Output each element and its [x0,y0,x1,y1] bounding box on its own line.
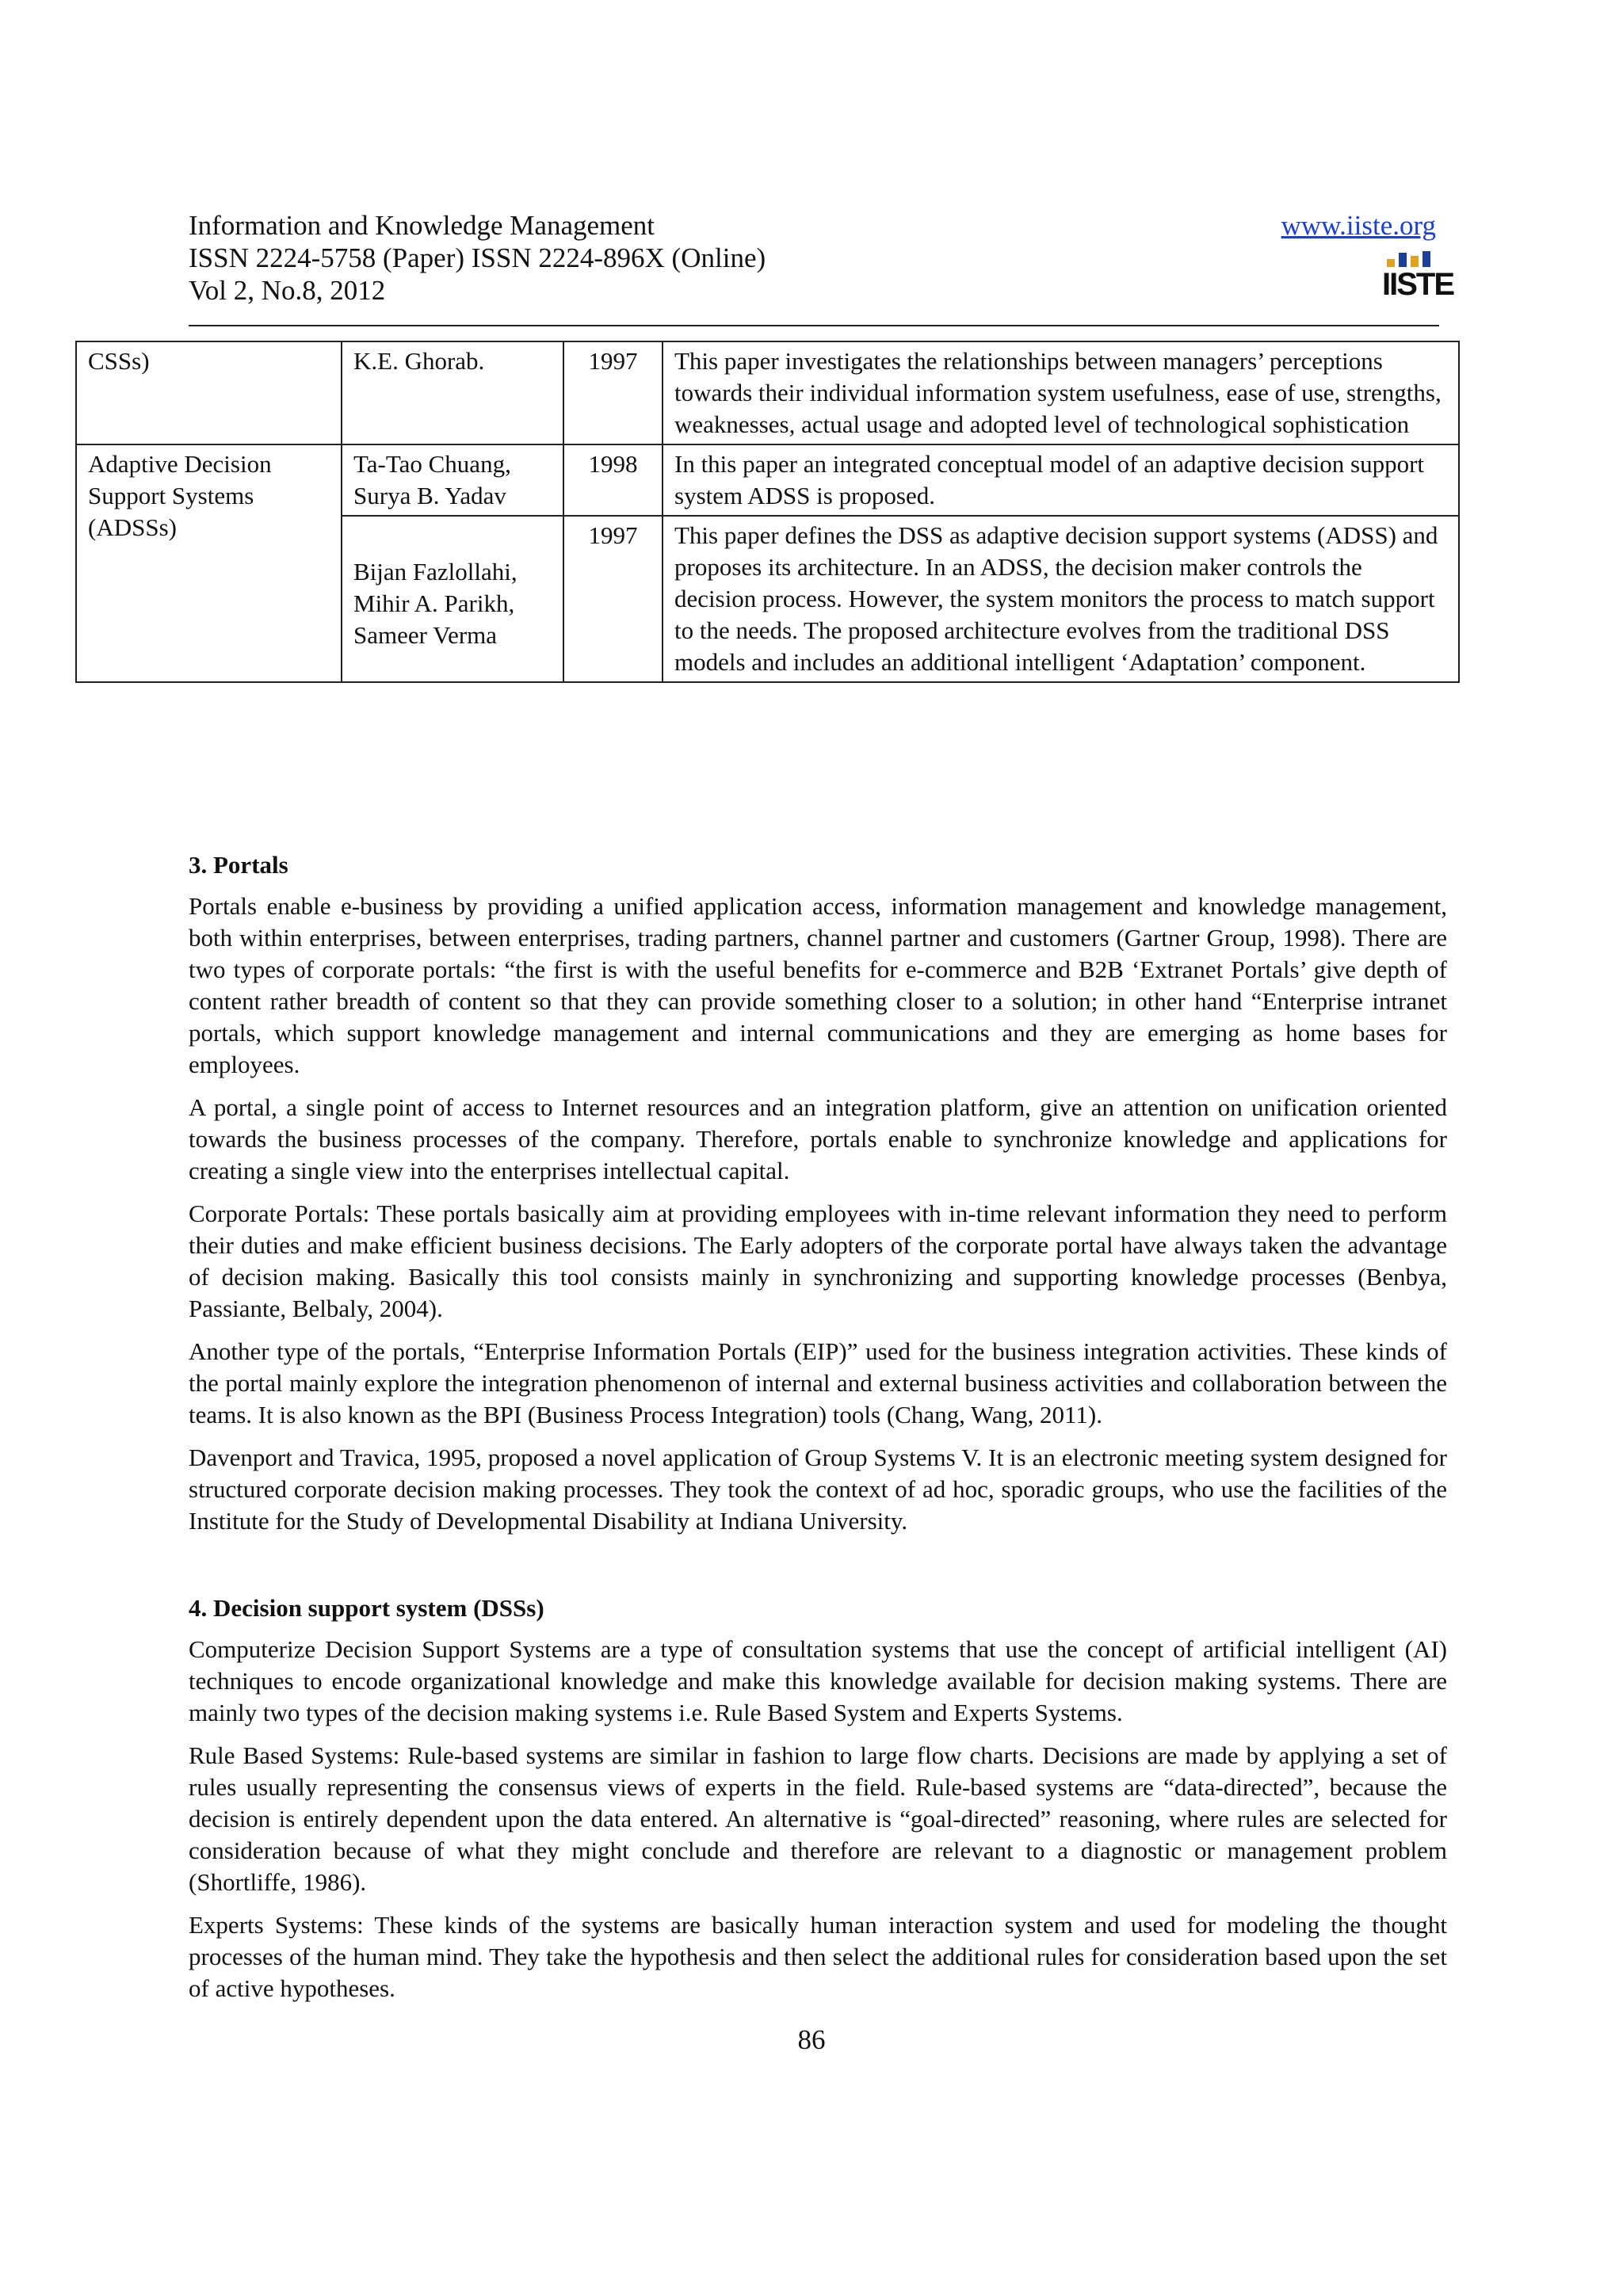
literature-table [75,341,1460,683]
journal-url-link[interactable]: www.iiste.org [1281,210,1436,241]
year-cell: 1998 [563,444,663,516]
issn-line: ISSN 2224-5758 (Paper) ISSN 2224-896X (Online) [189,242,766,273]
section-heading: 4. Decision support system (DSSs) [189,1594,544,1622]
topic-cell: CSSs) [76,341,342,444]
paragraph: Rule Based Systems: Rule-based systems are similar in fashion to large flow charts. Decisions are made by applying a set of rules usually representing the consensus views of experts in the field. Rule-based systems are “data-directed”, because the decision is entirely dependent upon the data entered. An alternative is “goal-directed” reasoning, where rules are selected for consideration because of what they might conclude and therefore are relevant to a diagnostic or management problem (Shortliffe, 1986). [189,1741,1447,1896]
logo-text: IISTE [1382,267,1454,302]
author-cell: K.E. Ghorab. [342,341,563,444]
paragraph: A portal, a single point of access to Internet resources and an integration platform, give an attention on unification oriented towards the business processes of the company. Therefore, portals enable to synchronize knowledge and applications for creating a single view into the enterprises intellectual capital. [189,1093,1447,1184]
paragraph: Corporate Portals: These portals basically aim at providing employees with in-time relevant information they need to perform their duties and make efficient business decisions. The Early adopters of the corporate portal have always taken the advantage of decision making. Basically this tool consists mainly in synchronizing and supporting knowledge processes (Benbya, Passiante, Belbaly, 2004). [189,1199,1447,1322]
paragraph: Experts Systems: These kinds of the systems are basically human interaction system and used for modeling the thought processes of the human mind. They take the hypothesis and then select the additional rules for consideration based upon the set of active hypotheses. [189,1911,1447,2002]
author-cell: Ta-Tao Chuang, Surya B. Yadav [342,444,563,516]
iiste-logo [1382,251,1454,307]
topic-cell: Adaptive Decision Support Systems (ADSSs) [76,444,342,682]
year-cell: 1997 [563,341,663,444]
volume-line: Vol 2, No.8, 2012 [189,275,386,306]
paragraph: Davenport and Travica, 1995, proposed a novel application of Group Systems V. It is an electronic meeting system designed for structured corporate decision making processes. They took the context of ad hoc, sporadic groups, who use the facilities of the Institute for the Study of Developmental Disability at Indiana University. [189,1444,1447,1535]
paragraph: Computerize Decision Support Systems are a type of consultation systems that use the concept of artificial intelligent (AI) techniques to encode organizational knowledge and make this knowledge available for decision making systems. There are mainly two types of the decision making systems i.e. Rule Based System and Experts Systems. [189,1635,1447,1726]
section-portals [189,849,1447,1548]
header-divider [189,325,1439,326]
journal-title: Information and Knowledge Management [189,210,655,241]
paragraph: Portals enable e-business by providing a unified application access, information management and knowledge management, both within enterprises, between enterprises, trading partners, channel partner and customers (Gartner Group, 1998). There are two types of corporate portals: “the first is with the useful benefits for e-commerce and B2B ‘Extranet Portals’ give depth of content rather breadth of content so that they can provide something closer to a solution; in other hand “Enterprise intranet portals, which support knowledge management and internal communications and they are emerging as home bases for employees. [189,892,1447,1078]
table-row [76,444,1459,516]
description-cell: In this paper an integrated conceptual model of an adaptive decision support system ADSS is proposed. [663,444,1459,516]
section-heading: 3. Portals [189,851,288,879]
author-cell: Bijan Fazlollahi, Mihir A. Parikh, Sameer Verma [342,516,563,682]
year-cell: 1997 [563,516,663,682]
logo-bars [1382,251,1434,267]
table-row [76,341,1459,444]
section-dss [189,1592,1447,2016]
paragraph: Another type of the portals, “Enterprise Information Portals (EIP)” used for the business integration activities. These kinds of the portal mainly explore the integration phenomenon of internal and external business activities and collaboration between the teams. It is also known as the BPI (Business Process Integration) tools (Chang, Wang, 2011). [189,1337,1447,1428]
description-cell: This paper investigates the relationships between managers’ perceptions towards their individual information system usefulness, ease of use, strengths, weaknesses, actual usage and adopted level of technological sophistication [663,341,1459,444]
page-number: 86 [797,2024,826,2055]
page-header [189,209,1454,328]
description-cell: This paper defines the DSS as adaptive decision support systems (ADSS) and proposes its architecture. In an ADSS, the decision maker controls the decision process. However, the system monitors the process to match support to the needs. The proposed architecture evolves from the traditional DSS models and includes an additional intelligent ‘Adaptation’ component. [663,516,1459,682]
